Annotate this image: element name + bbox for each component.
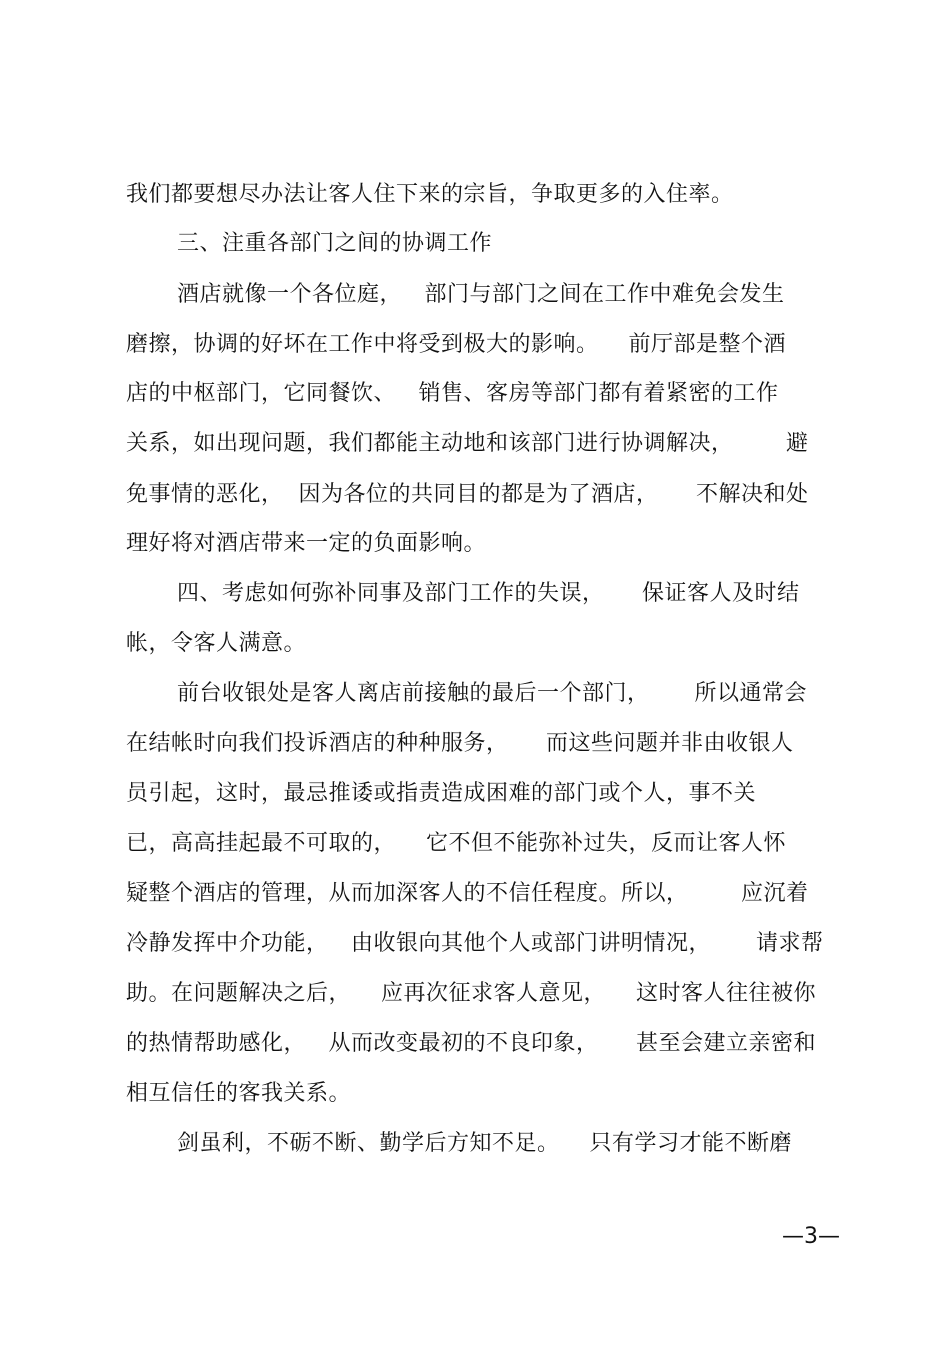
page-number: —3— xyxy=(782,1224,840,1249)
section-heading-3: 三、注重各部门之间的协调工作 xyxy=(177,231,493,256)
text-line-19: 相互信任的客我关系。 xyxy=(126,1081,352,1106)
text-line-18: 的热情帮助感化， 从而改变最初的不良印象， 甚至会建立亲密和 xyxy=(126,1031,816,1056)
text-line-3: 酒店就像一个各位庭， 部门与部门之间在工作中难免会发生 xyxy=(177,282,785,307)
text-line-6: 关系，如出现问题，我们都能主动地和该部门进行协调解决， 避 xyxy=(126,431,809,456)
text-line-1: 我们都要想尽办法让客人住下来的宗旨，争取更多的入住率。 xyxy=(126,182,734,207)
text-line-4: 磨擦，协调的好坏在工作中将受到极大的影响。 前厅部是整个酒 xyxy=(126,332,786,357)
text-line-10: 帐，令客人满意。 xyxy=(126,631,307,656)
text-line-16: 冷静发挥中介功能， 由收银向其他个人或部门讲明情况， 请求帮 xyxy=(126,931,824,956)
text-line-7: 免事情的恶化， 因为各位的共同目的都是为了酒店， 不解决和处 xyxy=(126,482,809,507)
text-line-5: 店的中枢部门，它同餐饮、 销售、客房等部门都有着紧密的工作 xyxy=(126,381,779,406)
text-line-13: 员引起，这时，最忌推诿或指责造成困难的部门或个人，事不关 xyxy=(126,781,757,806)
text-line-15: 疑整个酒店的管理，从而加深客人的不信任程度。所以， 应沉着 xyxy=(126,881,809,906)
text-line-14: 已，高高挂起最不可取的， 它不但不能弥补过失，反而让客人怀 xyxy=(126,831,786,856)
text-line-12: 在结帐时向我们投诉酒店的种种服务， 而这些问题并非由收银人 xyxy=(126,731,794,756)
text-line-20: 剑虽利，不砺不断、勤学后方知不足。 只有学习才能不断磨 xyxy=(177,1131,792,1156)
text-line-17: 助。在问题解决之后， 应再次征求客人意见， 这时客人往往被你 xyxy=(126,981,816,1006)
text-line-11: 前台收银处是客人离店前接触的最后一个部门， 所以通常会 xyxy=(177,681,807,706)
text-line-8: 理好将对酒店带来一定的负面影响。 xyxy=(126,531,487,556)
section-heading-4: 四、考虑如何弥补同事及部门工作的失误， 保证客人及时结 xyxy=(177,581,800,606)
